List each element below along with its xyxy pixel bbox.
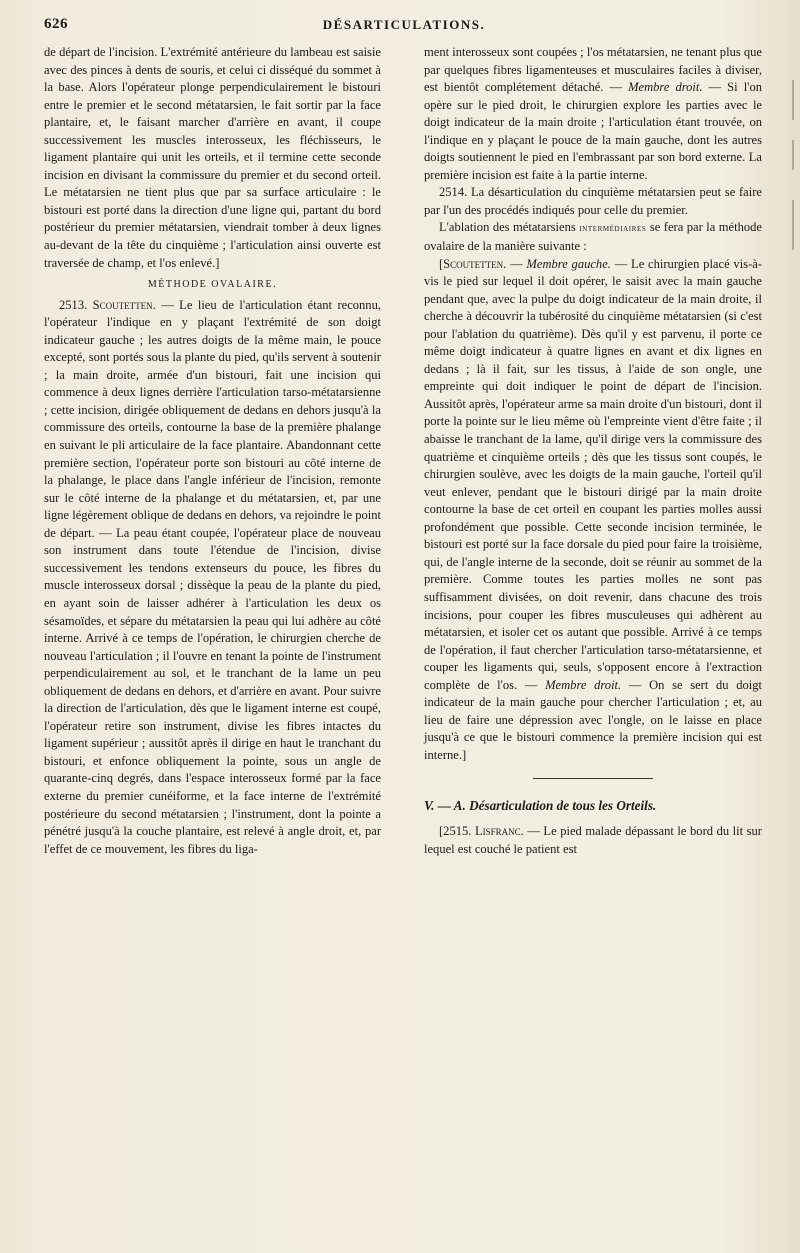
subsection-title: MÉTHODE OVALAIRE. bbox=[147, 279, 278, 291]
paragraph-text: — On se sert du doigt indicateur de la main gauche pour chercher l'articulation ; et, au lieu de faire une dépression avec l'ongle, on le laisse en place jusqu'à ce que le bistouri commence la première incision qui est interne.] bbox=[424, 677, 762, 762]
author-name: Lisfranc. bbox=[474, 823, 524, 838]
italic-label: Membre droit. bbox=[628, 80, 703, 95]
author-name: [Scoutetten. bbox=[439, 256, 507, 271]
page-edge-mark bbox=[792, 200, 794, 250]
paragraph-text: — Si l'on opère sur le pied droit, le chirurgien explore les parties avec le doigt indicateur de la main droite ; l'articulation étant trouvée, on l'indique en y plaçant le pouce de la main gauche, dont les autres doigts soutiennent le pied en l'embrassant par son bord externe. La première incision est faite à la partie interne. bbox=[424, 80, 762, 182]
paragraph-text: — Le chirurgien placé vis-à-vis le pied sur lequel il doit opérer, le saisit avec la main gauche pendant que, avec la pulpe du doigt indicateur de la main droite, il cherche à découvrir la tubérosité du cinquième métatarsien (si c'est pour l'ablation du quatrième). Dès qu'il y est parvenu, il porte ce même doigt indicateur à quatre lignes en avant et dix lignes en dedans ; là il fait, sur les tissus, à l'aide de son ongle, une empreinte qui doit indiquer le point de départ de l'incision. Aussitôt après, l'opérateur arme sa main droite d'un bistouri, dont il porte la pointe sur le lieu même où l'empreinte vient d'être faite ; il abaisse le tranchant de la lame, qu'il dirige vers la commissure des quatrième et cinquième orteils ; dès que les tissus sont coupés, le chirurgien soulève, avec les doigts de la main gauche, l'orteil qu'il veut enlever, pendant que le bistouri dirigé par la main droite contourne la base de cet orteil en coupant les parties molles aussi profondément que possible. Cette seconde incision terminée, le bistouri est porté sur la face dorsale du pied pour faire la troisième, qui, de l'angle interne de la seconde, doit se réunir au sommet de la première. Comme toutes les parties molles ne sont pas suffisamment divisées, on doit revenir, dans chacune des trois incisions, pour couper les fibres musculeuses qui adhèrent au métatarsien, et isoler cet os autant que possible. Arrivé à ce temps de l'opération, il faut chercher l'articulation tarso-métatarsienne, et couper les ligaments qui, seuls, s'opposent encore à l'extraction complète de l'os. — bbox=[424, 256, 762, 692]
section-heading: V. — A. Désarticulation de tous les Orteils. bbox=[424, 798, 657, 814]
paragraph: de départ de l'incision. L'extrémité antérieure du lambeau est saisie avec des pinces à dents de souris, et celui ci disséqué du sommet à la base. Alors l'opérateur plonge perpendiculairement le bistouri entre le premier et le second métatarsien, le fait sortir par la face plantaire, et, le faisant marcher d'arrière en avant, il coupe successivement les muscles interosseux, les fléchisseurs, le ligament plantaire qui unit les orteils, et il termine cette seconde incision en divisant la commissure du premier et du second orteil. Le métatarsien ne tient plus que par sa surface articulaire : le bistouri est porté dans la direction d'une ligne qui, partant du bord postérieur du premier métatarsien, viendrait tomber à deux lignes au-devant de la tête du cinquième ; l'articulation ainsi ouverte est traversée de champ, et l'os enlevé.] bbox=[44, 45, 381, 270]
right-column bbox=[424, 44, 762, 858]
paragraph bbox=[424, 823, 762, 858]
page-edge-mark bbox=[792, 80, 794, 120]
page-header bbox=[44, 16, 764, 42]
italic-label: Membre droit. bbox=[545, 677, 622, 692]
paragraph-number: 2513. bbox=[59, 297, 88, 312]
paragraph-text: — Le pied malade dépassant le bord du lit sur lequel est couché le patient est bbox=[424, 823, 762, 856]
paragraph bbox=[44, 297, 381, 859]
page-number: 626 bbox=[44, 16, 68, 32]
paragraph bbox=[424, 44, 762, 184]
paragraph bbox=[424, 256, 762, 765]
section-divider bbox=[533, 778, 653, 779]
paragraph-text: ment interosseux sont coupées ; l'os métatarsien, ne tenant plus que par quelques fibres ligamenteuses et musculaires faciles à diviser, est bientôt complétement détaché. — bbox=[424, 45, 762, 95]
running-head: DÉSARTICULATIONS. bbox=[322, 17, 486, 32]
small-caps-term: intermédiaires bbox=[579, 223, 647, 235]
paragraph bbox=[424, 219, 762, 255]
paragraph-text: — Le lieu de l'articulation étant reconnu, l'opérateur l'indique en y plaçant l'extrémité de son doigt indicateur gauche ; les autres doigts de la même main, le pouce excepté, sont portés sous la plante du pied, qu'ils servent à soutenir ; la main droite, armée d'un bistouri, fait une incision qui commence à deux lignes derrière l'articulation tarso-métatarsienne ; cette incision, dirigée obliquement de dedans en dehors jusqu'à la commissure des orteils, contourne la base de la première phalange en suivant le pli articulaire de la face plantaire. Abandonnant cette première section, l'opérateur porte son bistouri au côté interne de la phalange, le place dans l'angle inférieur de l'incision, remonte sur le côté interne de la phalange et du métatarsien, et, par une ligne légèrement oblique de dedans en dehors, va rejoindre le point de départ. — La peau étant coupée, l'opérateur place de nouveau son instrument dans toute l'étendue de l'incision, divise successivement les tendons extenseurs du pouce, les fibres du muscle interosseux dorsal ; dissèque la peau de la plante du pied, en ayant soin de laisser adhérer à l'articulation les deux os sésamoïdes, et sépare du métatarsien la peau qui lui adhère au côté interne. Arrivé à ce temps de l'opération, le chirurgien cherche de nouveau l'articulation ; il l'ouvre en tenant la pointe de l'instrument perpendiculairement au sol, et le tranchant de la lame un peu obliquement de dedans en dehors, et d'arrière en avant. Pour suivre la direction de l'articulation, dès que le ligament interne est coupé, l'opérateur retire son instrument, divise les fibres intactes du ligament supérieur ; aussitôt après il dirige en haut le tranchant du bistouri, et enfonce obliquement la pointe, sous un angle de quarante-cinq degrés, dans l'espace interosseux formé par la face externe du premier cunéiforme, et la face interne de l'extrémité postérieure du second métatarsien ; l'instrument, dont la pointe a pénétré jusqu'à la couche plantaire, est relevé à angle droit, et, par l'effet de ce mouvement, les fibres du liga- bbox=[44, 297, 381, 856]
author-name: Scoutetten. bbox=[92, 297, 156, 312]
paragraph-text: [2515. bbox=[439, 823, 475, 838]
left-column bbox=[44, 44, 381, 858]
page-edge-mark bbox=[792, 140, 794, 170]
paragraph-text: se fera par la méthode ovalaire de la manière suivante : bbox=[424, 220, 762, 254]
paragraph-text: L'ablation des métatarsiens bbox=[439, 220, 580, 235]
italic-label: Membre gauche. bbox=[526, 256, 611, 271]
dash: — bbox=[506, 256, 527, 271]
paragraph: 2514. La désarticulation du cinquième métatarsien peut se faire par l'un des procédés indiqués pour celle du premier. bbox=[424, 185, 762, 217]
